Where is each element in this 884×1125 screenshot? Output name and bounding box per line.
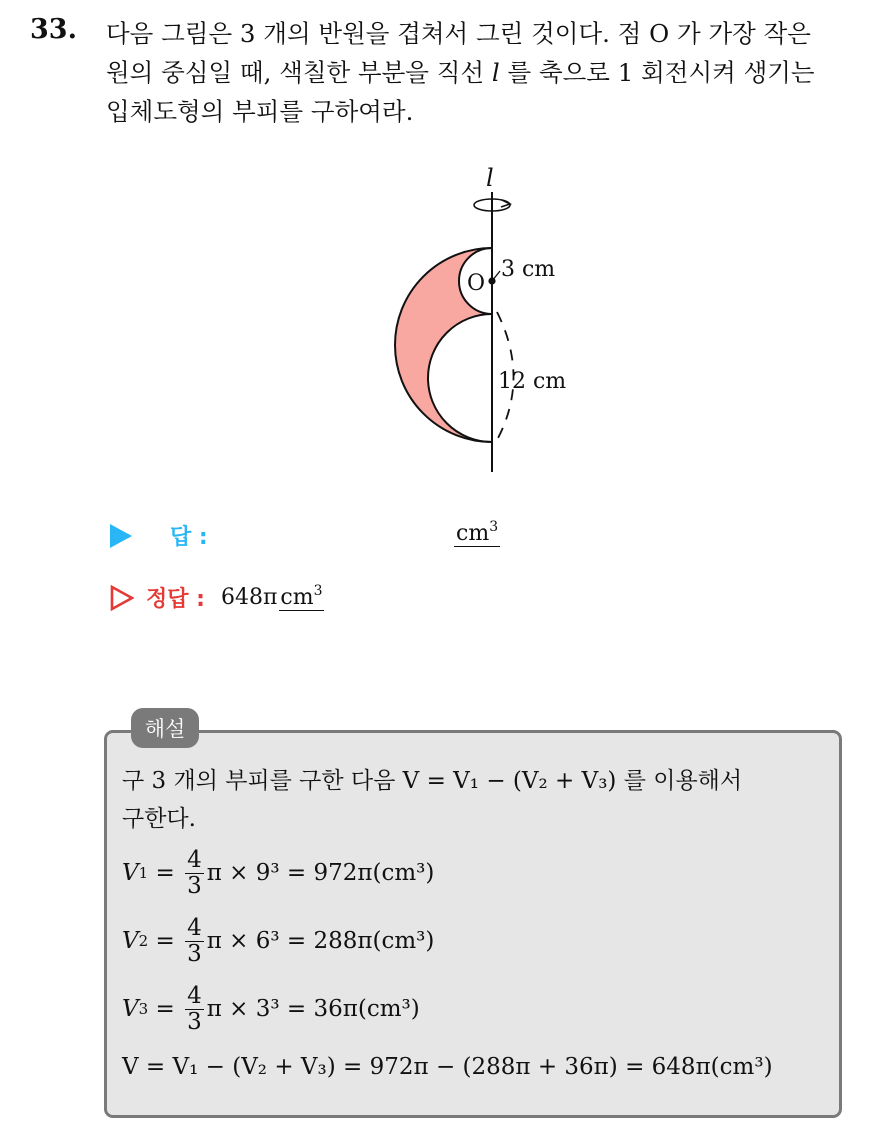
eq2-equals: = xyxy=(148,928,183,954)
eq2-rhs: π × 6³ = 288π(cm³) xyxy=(206,928,435,954)
eq1-equals: = xyxy=(148,860,183,886)
question-text xyxy=(106,14,866,131)
eq3-fraction xyxy=(185,982,204,1035)
question-line-2-b: 를 축으로 1 회전시켜 생기는 xyxy=(499,58,815,87)
semicircle-figure xyxy=(370,150,590,480)
correct-unit xyxy=(279,585,323,611)
answer-unit-exponent: 3 xyxy=(489,519,499,535)
equation-v3 xyxy=(122,976,832,1042)
radius-line xyxy=(492,271,500,281)
answer-row xyxy=(110,520,208,551)
axis-variable: l xyxy=(491,58,500,87)
eq1-denominator: 3 xyxy=(187,872,202,899)
eq2-sub: 2 xyxy=(138,932,149,950)
eq2-fraction xyxy=(185,914,204,967)
correct-answer-label: 정답 : xyxy=(146,587,205,612)
eq1-fraction xyxy=(185,846,204,899)
question-line-1: 다음 그림은 3 개의 반원을 겹쳐서 그린 것이다. 점 O 가 가장 작은 xyxy=(106,19,811,48)
correct-unit-base: cm xyxy=(280,585,314,610)
equation-v2 xyxy=(122,908,832,974)
solution-tag: 해설 xyxy=(131,708,199,748)
eq1-numerator: 4 xyxy=(187,846,202,873)
eq2-numerator: 4 xyxy=(187,914,202,941)
eq3-denominator: 3 xyxy=(187,1008,202,1035)
eq3-equals: = xyxy=(148,996,183,1022)
solution-intro xyxy=(122,762,832,838)
question-number: 33. xyxy=(30,14,77,45)
center-label: O xyxy=(467,271,486,296)
eq1-lhs: V xyxy=(122,860,139,886)
eq3-lhs: V xyxy=(122,996,139,1022)
correct-unit-exponent: 3 xyxy=(313,583,323,599)
correct-answer-value xyxy=(221,585,324,610)
rotation-arrowhead-icon xyxy=(501,200,510,207)
correct-answer-row xyxy=(110,582,324,613)
question-line-3: 입체도형의 부피를 구하여라. xyxy=(106,97,414,126)
small-length-label: 3 cm xyxy=(501,257,556,282)
axis-label: l xyxy=(486,164,494,192)
correct-marker-icon xyxy=(110,585,134,611)
eq1-rhs: π × 9³ = 972π(cm³) xyxy=(206,860,435,886)
eq2-denominator: 3 xyxy=(187,940,202,967)
equation-v1 xyxy=(122,840,832,906)
eq1-sub: 1 xyxy=(138,864,149,882)
question-line-2 xyxy=(106,53,866,92)
answer-marker-icon xyxy=(110,524,132,548)
eq3-numerator: 4 xyxy=(187,982,202,1009)
question-line-2-a: 원의 중심일 때, 색칠한 부분을 직선 xyxy=(106,58,492,87)
answer-blank[interactable] xyxy=(454,519,500,547)
large-length-label: 12 cm xyxy=(498,369,567,394)
answer-unit: cm xyxy=(456,521,490,546)
solution-intro-line-1: 구 3 개의 부피를 구한 다음 V = V₁ − (V₂ + V₃) 를 이용해서 xyxy=(122,768,743,794)
correct-value: 648π xyxy=(220,585,278,610)
equation-final: V = V₁ − (V₂ + V₃) = 972π − (288π + 36π) = 648π(cm³) xyxy=(122,1054,773,1080)
eq3-sub: 3 xyxy=(138,1000,149,1018)
solution-intro-line-2: 구한다. xyxy=(122,806,196,832)
eq3-rhs: π × 3³ = 36π(cm³) xyxy=(206,996,420,1022)
solution-body xyxy=(122,762,832,1090)
eq2-lhs: V xyxy=(122,928,139,954)
answer-label: 답 : xyxy=(170,525,208,550)
